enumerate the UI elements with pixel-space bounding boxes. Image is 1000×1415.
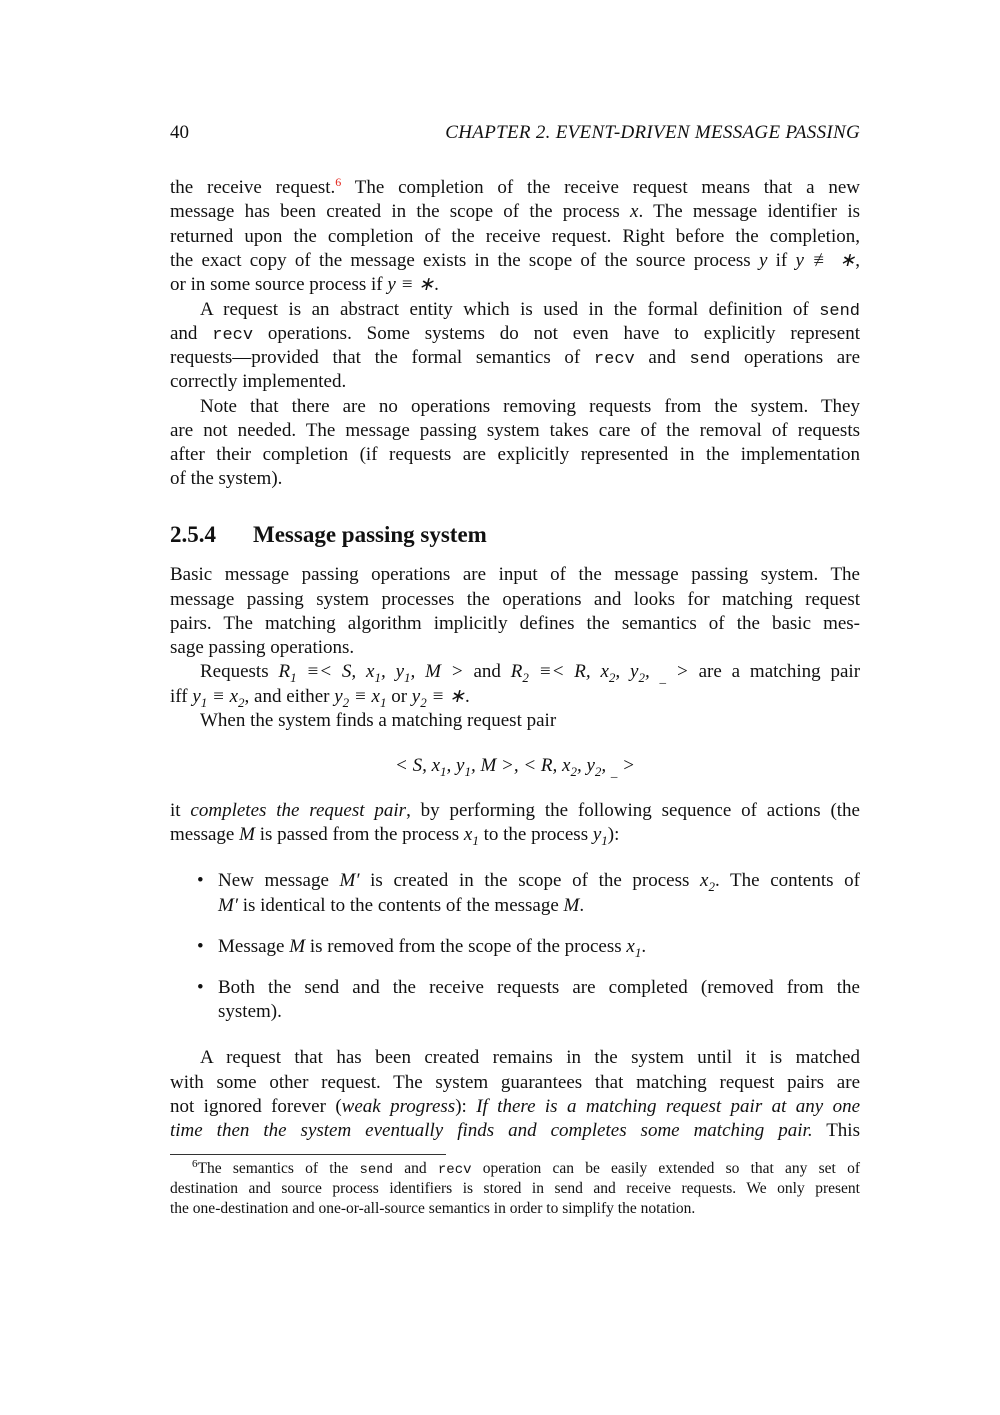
footnote-link[interactable]: 6 [335,175,342,189]
text-line: A request is an abstract entity which is used in the formal definition of send [200,299,860,321]
text-line: iff $y_1 \equiv x_2$, and either $y_2 \equiv x_1$ or $y_2$ ≡ ∗. [170,686,470,710]
text-line: not ignored forever (weak progress): If there is a matching request pair at any one [170,1096,861,1117]
text-line: with some other request. The system guarantees that matching request pairs are [170,1072,860,1093]
list-item: Message M is removed from the scope of the process $x_1$. [218,936,647,960]
section-title: Message passing system [253,522,487,547]
text-line: Note that there are no operations removing requests from the system. They [200,396,860,417]
list-item: New message M′ is created in the scope of the process $x_2$. The contents of [218,870,860,894]
text-line: after their completion (if requests are explicitly represented in the implementation [170,444,860,465]
text-line: the receive request.$^6$ The completion of the receive request means that a new [170,175,860,198]
text-line: of the system). [170,468,283,489]
bullet-marker: • [197,870,204,891]
running-title: CHAPTER 2. EVENT-DRIVEN MESSAGE PASSING [445,122,860,143]
footnote-line: the one-destination and one-or-all-source semantics in order to simplify the notation. [170,1200,696,1217]
code-recv: recv [212,326,254,345]
list-item-continuation: M′ is identical to the contents of the message M. [218,895,585,916]
text-line: Requests $R_1 \equiv< S$, $x_1$, $y_1$, M > and $R_2 \equiv< R$, $x_2$, $y_2$, $_{\_}$ > are a matching pair [200,661,861,685]
section-number: 2.5.4 [170,522,216,547]
footnote-line: $^6$The semantics of the send and recv operation can be easily extended so that any set of [192,1158,860,1178]
text-line: Basic message passing operations are input of the message passing system. The [170,564,860,585]
text-line: correctly implemented. [170,371,347,392]
list-item: Both the send and the receive requests are completed (removed from the [218,977,860,998]
footnote-line: destination and source process identifiers is stored in send and receive requests. We only present [170,1180,860,1197]
paragraph-6: When the system finds a matching request pair [200,710,557,731]
page-header [170,122,860,148]
footnote-rule [170,1154,446,1155]
emphasis: completes the request pair [190,800,407,821]
page-number: 40 [170,122,189,143]
display-equation: < S, $x_1$, $y_1$, M >, < R, $x_2$, $y_2$, $_{\_}$ > [395,755,635,779]
text-line: requests—provided that the formal semantics of recv and send operations are [170,347,861,369]
text-line: message passing system processes the operations and looks for matching request [170,589,860,610]
text-line: message has been created in the scope of the process x. The message identifier is [170,201,861,222]
text-line: it completes the request pair, by performing the following sequence of actions (the [170,800,860,821]
text-line: the exact copy of the message exists in the scope of the source process y if y ≢ ∗, [170,250,860,271]
text-line: are not needed. The message passing system takes care of the removal of requests [170,420,860,441]
text-line: time then the system eventually finds and completes some matching pair. This [170,1120,860,1141]
text-line: sage passing operations. [170,637,355,658]
bullet-marker: • [197,936,204,957]
text-line: pairs. The matching algorithm implicitly defines the semantics of the basic mes- [170,613,860,634]
section-heading [170,522,860,554]
bullet-marker: • [197,977,204,998]
text-line: message M is passed from the process $x_1$ to the process $y_1$): [170,824,620,848]
code-send: send [819,302,860,321]
text-line: or in some source process if y ≡ ∗. [170,274,439,295]
text-line: returned upon the completion of the receive request. Right before the completion, [170,226,860,247]
list-item-continuation: system). [218,1001,282,1022]
text-line: and recv operations. Some systems do not even have to explicitly represent [170,323,860,345]
text-line: A request that has been created remains in the system until it is matched [200,1047,860,1068]
footnote-mark: 6 [192,1158,198,1170]
